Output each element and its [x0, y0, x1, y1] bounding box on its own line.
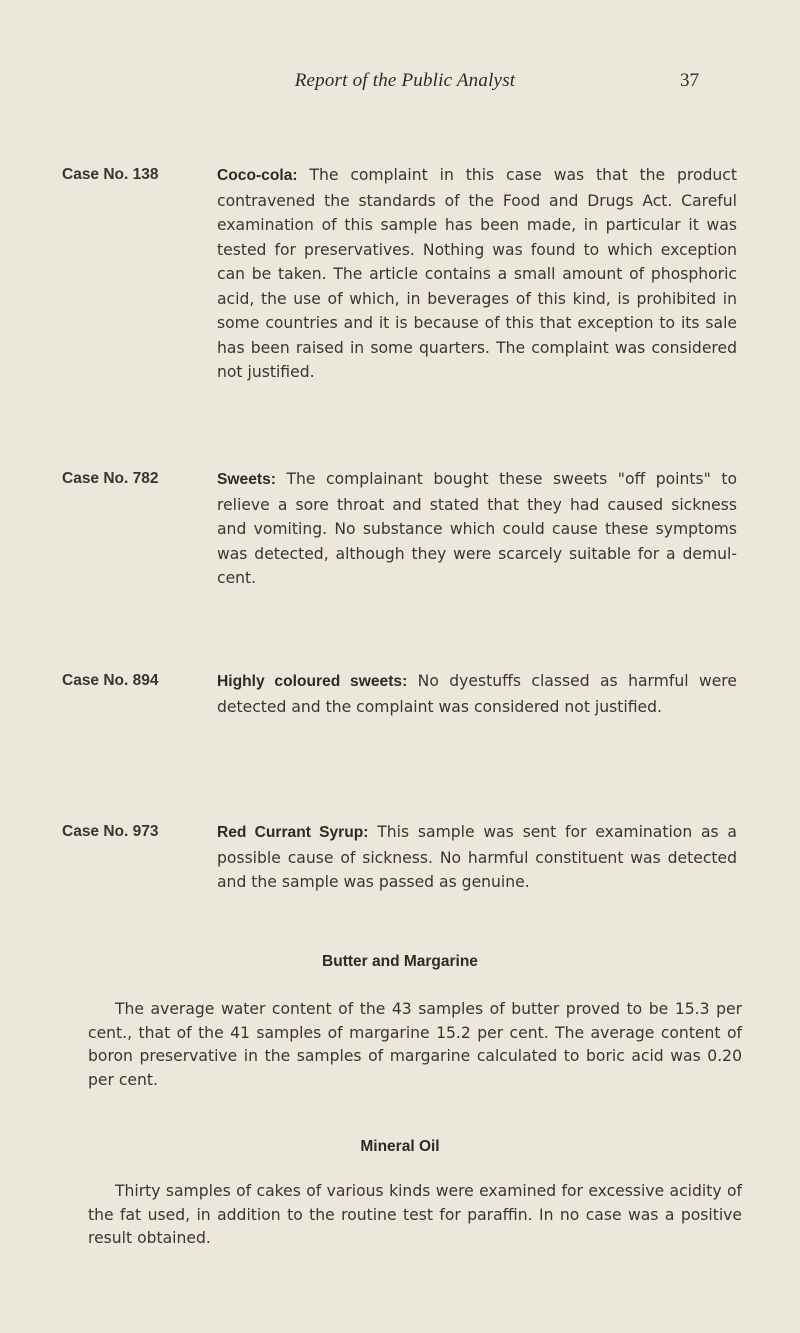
case-heading: Sweets: [217, 471, 276, 488]
running-title: Report of the Public Analyst [294, 70, 516, 91]
case-text: No dyestuffs classed as harmful were detected and the complaint was considered not justified. [217, 672, 737, 716]
case-text: This sample was sent for examination as a possible cause of sickness. No harmful constituent was detected and the sample was passed as genuine. [217, 823, 737, 891]
section-title: Butter and Margarine [322, 953, 478, 970]
case-heading: Highly coloured sweets: [217, 673, 408, 690]
running-head [0, 70, 800, 100]
case-heading: Coco-cola: [217, 167, 298, 184]
section-paragraph: The average water content of the 43 samples of butter proved to be 15.3 per cent., that of the 41 samples of margarine 15.2 per cent. The average content of boron preservative in the samples of margarine calculated to boric acid was 0.20 per cent. [88, 1000, 742, 1089]
case-heading: Red Currant Syrup: [217, 824, 369, 841]
case-label: Case No. 973 [62, 823, 159, 840]
section-paragraph: Thirty samples of cakes of various kinds were examined for excessive acidity of the fat used, in addition to the routine test for paraffin. In no case was a positive result obtained. [88, 1182, 742, 1247]
case-body [217, 163, 737, 385]
section-title: Mineral Oil [360, 1138, 440, 1155]
case-body [217, 467, 737, 591]
case-body [217, 820, 737, 895]
page-number: 37 [680, 70, 699, 91]
case-label: Case No. 894 [62, 672, 159, 689]
case-label: Case No. 138 [62, 166, 159, 183]
case-text: The complaint in this case was that the product contravened the standards of the Food and Drugs Act. Careful examination of this sample has been made, in particular it was tested for preservatives. Nothing was found to which exception can be taken. The article contains a small amount of phosphoric acid, the use of which, in beverages of this kind, is prohibited in some countries and it is because of this that exception to its sale has been raised in some quarters. The complaint was considered not justified. [217, 166, 737, 381]
case-label: Case No. 782 [62, 470, 159, 487]
case-text: The complainant bought these sweets "off points" to relieve a sore throat and stated that they had caused sickness and vomiting. No substance which could cause these symptoms was detected, although they were scarcely suitable for a demulcent. [217, 470, 737, 587]
case-body [217, 669, 737, 719]
